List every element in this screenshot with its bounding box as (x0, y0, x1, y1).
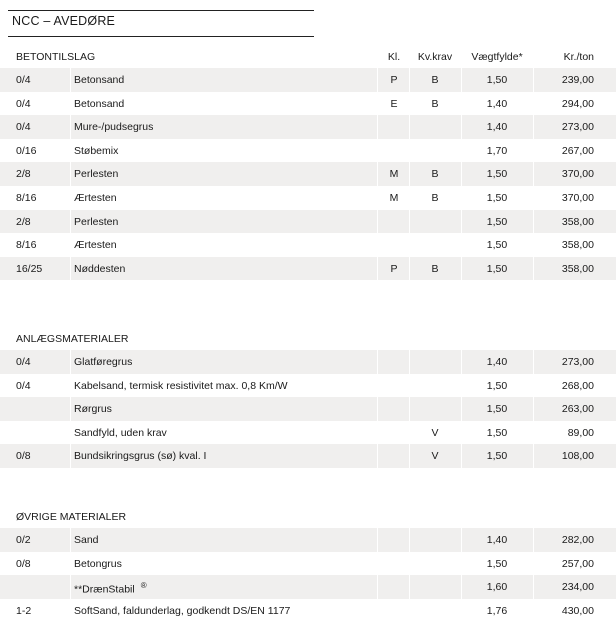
cell-name: Glatføregrus (74, 356, 133, 368)
cell-divider (377, 528, 378, 552)
cell-size: 0/8 (16, 557, 31, 570)
cell-vaegtfylde: 1,50 (486, 426, 508, 439)
cell-divider (377, 139, 378, 163)
cell-price: 89,00 (567, 426, 594, 439)
cell-name: Sand (74, 534, 99, 546)
cell-name: Støbemix (74, 144, 119, 157)
column-header-kvkrav: Kv.krav (417, 51, 453, 63)
cell-size: 0/8 (16, 450, 31, 463)
cell-divider (409, 575, 410, 599)
cell-divider (533, 233, 534, 257)
cell-vaegtfylde: 1,50 (486, 215, 508, 228)
cell-size: 16/25 (16, 262, 43, 275)
cell-name: Nøddesten (74, 262, 126, 275)
cell-divider (409, 397, 410, 421)
cell-divider (70, 444, 71, 468)
cell-divider (533, 162, 534, 186)
section-heading: ANLÆGSMATERIALER (16, 333, 129, 345)
table-row (0, 397, 616, 421)
cell-name: Ærtesten (74, 239, 117, 252)
cell-price: 430,00 (561, 604, 594, 617)
cell-divider (377, 552, 378, 576)
cell-divider (533, 186, 534, 210)
cell-vaegtfylde: 1,60 (486, 581, 508, 594)
cell-divider (70, 374, 71, 398)
cell-price: 263,00 (561, 403, 594, 416)
cell-vaegtfylde: 1,40 (486, 97, 508, 110)
table-row (0, 528, 616, 552)
cell-divider (377, 210, 378, 234)
cell-price: 108,00 (561, 450, 594, 463)
cell-divider (409, 528, 410, 552)
cell-vaegtfylde: 1,50 (486, 557, 508, 570)
title-rule (8, 36, 314, 37)
cell-divider (70, 210, 71, 234)
cell-price: 273,00 (561, 356, 594, 368)
cell-size: 0/2 (16, 534, 31, 546)
cell-divider (70, 421, 71, 445)
cell-vaegtfylde: 1,50 (486, 239, 508, 252)
cell-divider (409, 350, 410, 374)
cell-divider (70, 115, 71, 139)
cell-vaegtfylde: 1,40 (486, 121, 508, 134)
table-row (0, 92, 616, 116)
cell-vaegtfylde: 1,50 (486, 262, 508, 275)
cell-divider (533, 444, 534, 468)
cell-price: 268,00 (561, 379, 594, 392)
cell-name: Betonsand (74, 74, 125, 86)
column-header-vaegtfylde: Vægtfylde* (471, 51, 523, 63)
cell-size: 0/4 (16, 97, 31, 110)
cell-divider (377, 257, 378, 281)
cell-divider (533, 397, 534, 421)
cell-divider (70, 350, 71, 374)
cell-kl: M (389, 191, 399, 204)
table-row (0, 68, 616, 92)
top-rule (8, 10, 314, 11)
cell-name: **DrænStabil (74, 583, 135, 596)
cell-size: 0/4 (16, 356, 31, 368)
table-row (0, 210, 616, 234)
table-row (0, 233, 616, 257)
cell-divider (533, 575, 534, 599)
cell-divider (533, 210, 534, 234)
cell-divider (377, 233, 378, 257)
cell-size: 0/4 (16, 379, 31, 392)
cell-divider (533, 599, 534, 623)
cell-kvkrav: V (431, 426, 439, 439)
cell-name: Bundsikringsgrus (sø) kval. I (74, 450, 207, 463)
cell-divider (533, 92, 534, 116)
cell-name: Sandfyld, uden krav (74, 426, 167, 439)
cell-price: 358,00 (561, 215, 594, 228)
cell-divider (377, 162, 378, 186)
cell-size: 0/16 (16, 144, 37, 157)
table-row (0, 115, 616, 139)
cell-name: Betonsand (74, 97, 125, 110)
registered-mark: ® (140, 581, 147, 591)
section-oevrige-materialer (0, 506, 616, 622)
cell-vaegtfylde: 1,50 (486, 379, 508, 392)
cell-kvkrav: B (431, 262, 439, 275)
cell-kl: P (390, 262, 398, 275)
cell-divider (70, 599, 71, 623)
table-row (0, 257, 616, 281)
cell-divider (70, 233, 71, 257)
cell-kvkrav: B (431, 97, 439, 110)
cell-price: 234,00 (561, 581, 594, 594)
cell-divider (70, 162, 71, 186)
cell-vaegtfylde: 1,76 (486, 604, 508, 617)
cell-divider (377, 186, 378, 210)
cell-divider (377, 397, 378, 421)
cell-divider (377, 92, 378, 116)
cell-divider (533, 552, 534, 576)
cell-price: 239,00 (561, 74, 594, 86)
cell-vaegtfylde: 1,50 (486, 191, 508, 204)
cell-divider (533, 257, 534, 281)
section-heading: ØVRIGE MATERIALER (16, 511, 127, 523)
cell-divider (70, 528, 71, 552)
cell-divider (377, 421, 378, 445)
cell-divider (533, 115, 534, 139)
column-header-krton: Kr./ton (563, 51, 594, 63)
cell-divider (533, 68, 534, 92)
section-header (0, 506, 616, 528)
cell-divider (409, 139, 410, 163)
cell-divider (70, 92, 71, 116)
table-row (0, 599, 616, 623)
cell-name: Kabelsand, termisk resistivitet max. 0,8 Km/W (74, 379, 288, 392)
cell-divider (70, 397, 71, 421)
cell-name-wrapper (74, 581, 147, 596)
cell-size: 2/8 (16, 168, 31, 181)
cell-divider (409, 599, 410, 623)
section-header (0, 46, 616, 68)
section-anlaegsmaterialer (0, 328, 616, 468)
cell-size: 8/16 (16, 191, 37, 204)
table-row (0, 552, 616, 576)
table-row (0, 162, 616, 186)
cell-size: 1-2 (16, 604, 32, 617)
cell-name: Rørgrus (74, 403, 112, 416)
cell-divider (409, 374, 410, 398)
cell-divider (70, 552, 71, 576)
section-header (0, 328, 616, 350)
cell-kl: M (389, 168, 399, 181)
cell-divider (70, 186, 71, 210)
cell-divider (533, 421, 534, 445)
cell-divider (70, 68, 71, 92)
cell-kvkrav: B (431, 191, 439, 204)
cell-divider (70, 575, 71, 599)
table-row (0, 421, 616, 445)
cell-vaegtfylde: 1,50 (486, 74, 508, 86)
cell-price: 257,00 (561, 557, 594, 570)
cell-size: 2/8 (16, 215, 31, 228)
column-header-kl: Kl. (387, 51, 401, 63)
cell-price: 358,00 (561, 262, 594, 275)
section-heading: BETONTILSLAG (16, 51, 96, 63)
cell-divider (377, 68, 378, 92)
cell-divider (70, 139, 71, 163)
cell-divider (409, 233, 410, 257)
cell-name: SoftSand, faldunderlag, godkendt DS/EN 1177 (74, 604, 291, 617)
cell-kvkrav: V (431, 450, 439, 463)
cell-divider (377, 115, 378, 139)
cell-name: Betongrus (74, 557, 122, 570)
cell-size: 0/4 (16, 121, 31, 134)
cell-price: 282,00 (561, 534, 594, 546)
cell-price: 370,00 (561, 168, 594, 181)
table-row (0, 350, 616, 374)
cell-name: Mure-/pudsegrus (74, 121, 154, 134)
cell-kvkrav: B (431, 74, 439, 86)
cell-size: 0/4 (16, 74, 31, 86)
section-betontilslag (0, 46, 616, 280)
cell-kl: E (390, 97, 398, 110)
cell-kvkrav: B (431, 168, 439, 181)
table-row (0, 139, 616, 163)
cell-name: Perlesten (74, 168, 119, 181)
cell-divider (533, 139, 534, 163)
cell-vaegtfylde: 1,40 (486, 534, 508, 546)
cell-divider (377, 350, 378, 374)
cell-divider (377, 599, 378, 623)
cell-kl: P (390, 74, 398, 86)
page-title: NCC – AVEDØRE (12, 14, 116, 28)
table-row (0, 444, 616, 468)
cell-name: Perlesten (74, 215, 119, 228)
cell-divider (409, 552, 410, 576)
table-row (0, 186, 616, 210)
cell-size: 8/16 (16, 239, 37, 252)
cell-divider (533, 374, 534, 398)
cell-divider (533, 528, 534, 552)
cell-vaegtfylde: 1,50 (486, 403, 508, 416)
cell-vaegtfylde: 1,50 (486, 168, 508, 181)
cell-price: 294,00 (561, 97, 594, 110)
cell-price: 267,00 (561, 144, 594, 157)
cell-divider (377, 374, 378, 398)
cell-price: 358,00 (561, 239, 594, 252)
cell-vaegtfylde: 1,70 (486, 144, 508, 157)
table-row (0, 575, 616, 599)
table-row (0, 374, 616, 398)
cell-divider (377, 444, 378, 468)
cell-divider (70, 257, 71, 281)
cell-price: 370,00 (561, 191, 594, 204)
cell-vaegtfylde: 1,50 (486, 450, 508, 463)
cell-divider (377, 575, 378, 599)
cell-divider (409, 115, 410, 139)
cell-vaegtfylde: 1,40 (486, 356, 508, 368)
cell-divider (409, 210, 410, 234)
cell-name: Ærtesten (74, 191, 117, 204)
cell-price: 273,00 (561, 121, 594, 134)
cell-divider (533, 350, 534, 374)
